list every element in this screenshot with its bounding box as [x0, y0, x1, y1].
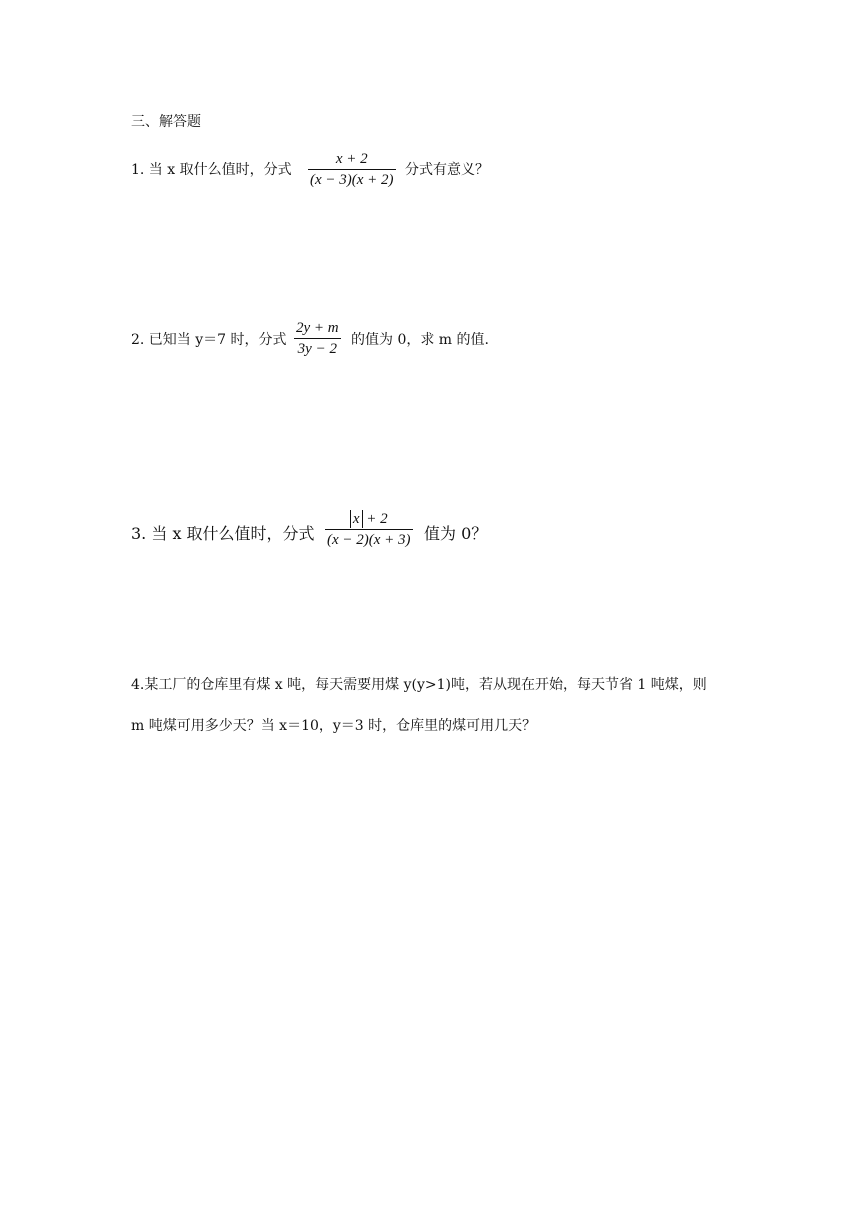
question-1-prefix — [131, 160, 292, 180]
question-1-fraction — [308, 150, 396, 189]
question-3-suffix: 值为 0？ — [424, 524, 488, 543]
question-2-prefix: 2. 已知当 y＝7 时，分式 — [131, 332, 287, 348]
fraction-denominator: (x − 2)(x + 3) — [327, 532, 411, 548]
fraction-numerator: 2y + m — [296, 320, 339, 336]
absolute-value: x — [350, 510, 363, 528]
fraction-bar — [294, 338, 341, 339]
fraction-numerator — [348, 510, 390, 528]
fraction-bar — [308, 169, 396, 170]
question-3-prefix: 3. 当 x 取什么值时，分式 — [131, 524, 315, 543]
question-2-suffix: 的值为 0，求 m 的值. — [351, 332, 489, 348]
section-title: 三、解答题 — [131, 114, 201, 130]
numerator-rest: + 2 — [366, 511, 388, 527]
question-1-suffix: 分式有意义？ — [405, 162, 489, 178]
question-1-text: 1. 当 x 取什么值时，分式 — [131, 162, 292, 178]
question-3-fraction — [325, 510, 413, 549]
fraction-denominator: (x − 3)(x + 2) — [310, 172, 394, 188]
question-2-fraction — [294, 319, 341, 358]
fraction-numerator: x + 2 — [335, 151, 368, 167]
fraction-bar — [325, 529, 413, 530]
fraction-denominator: 3y − 2 — [297, 341, 337, 357]
question-4-line-1: 4.某工厂的仓库里有煤 x 吨，每天需要用煤 y(y>1)吨，若从现在开始，每天节省 1 吨煤，则 — [131, 677, 707, 693]
question-4-line-2: m 吨煤可用多少天？当 x＝10，y＝3 时，仓库里的煤可用几天？ — [131, 718, 537, 734]
